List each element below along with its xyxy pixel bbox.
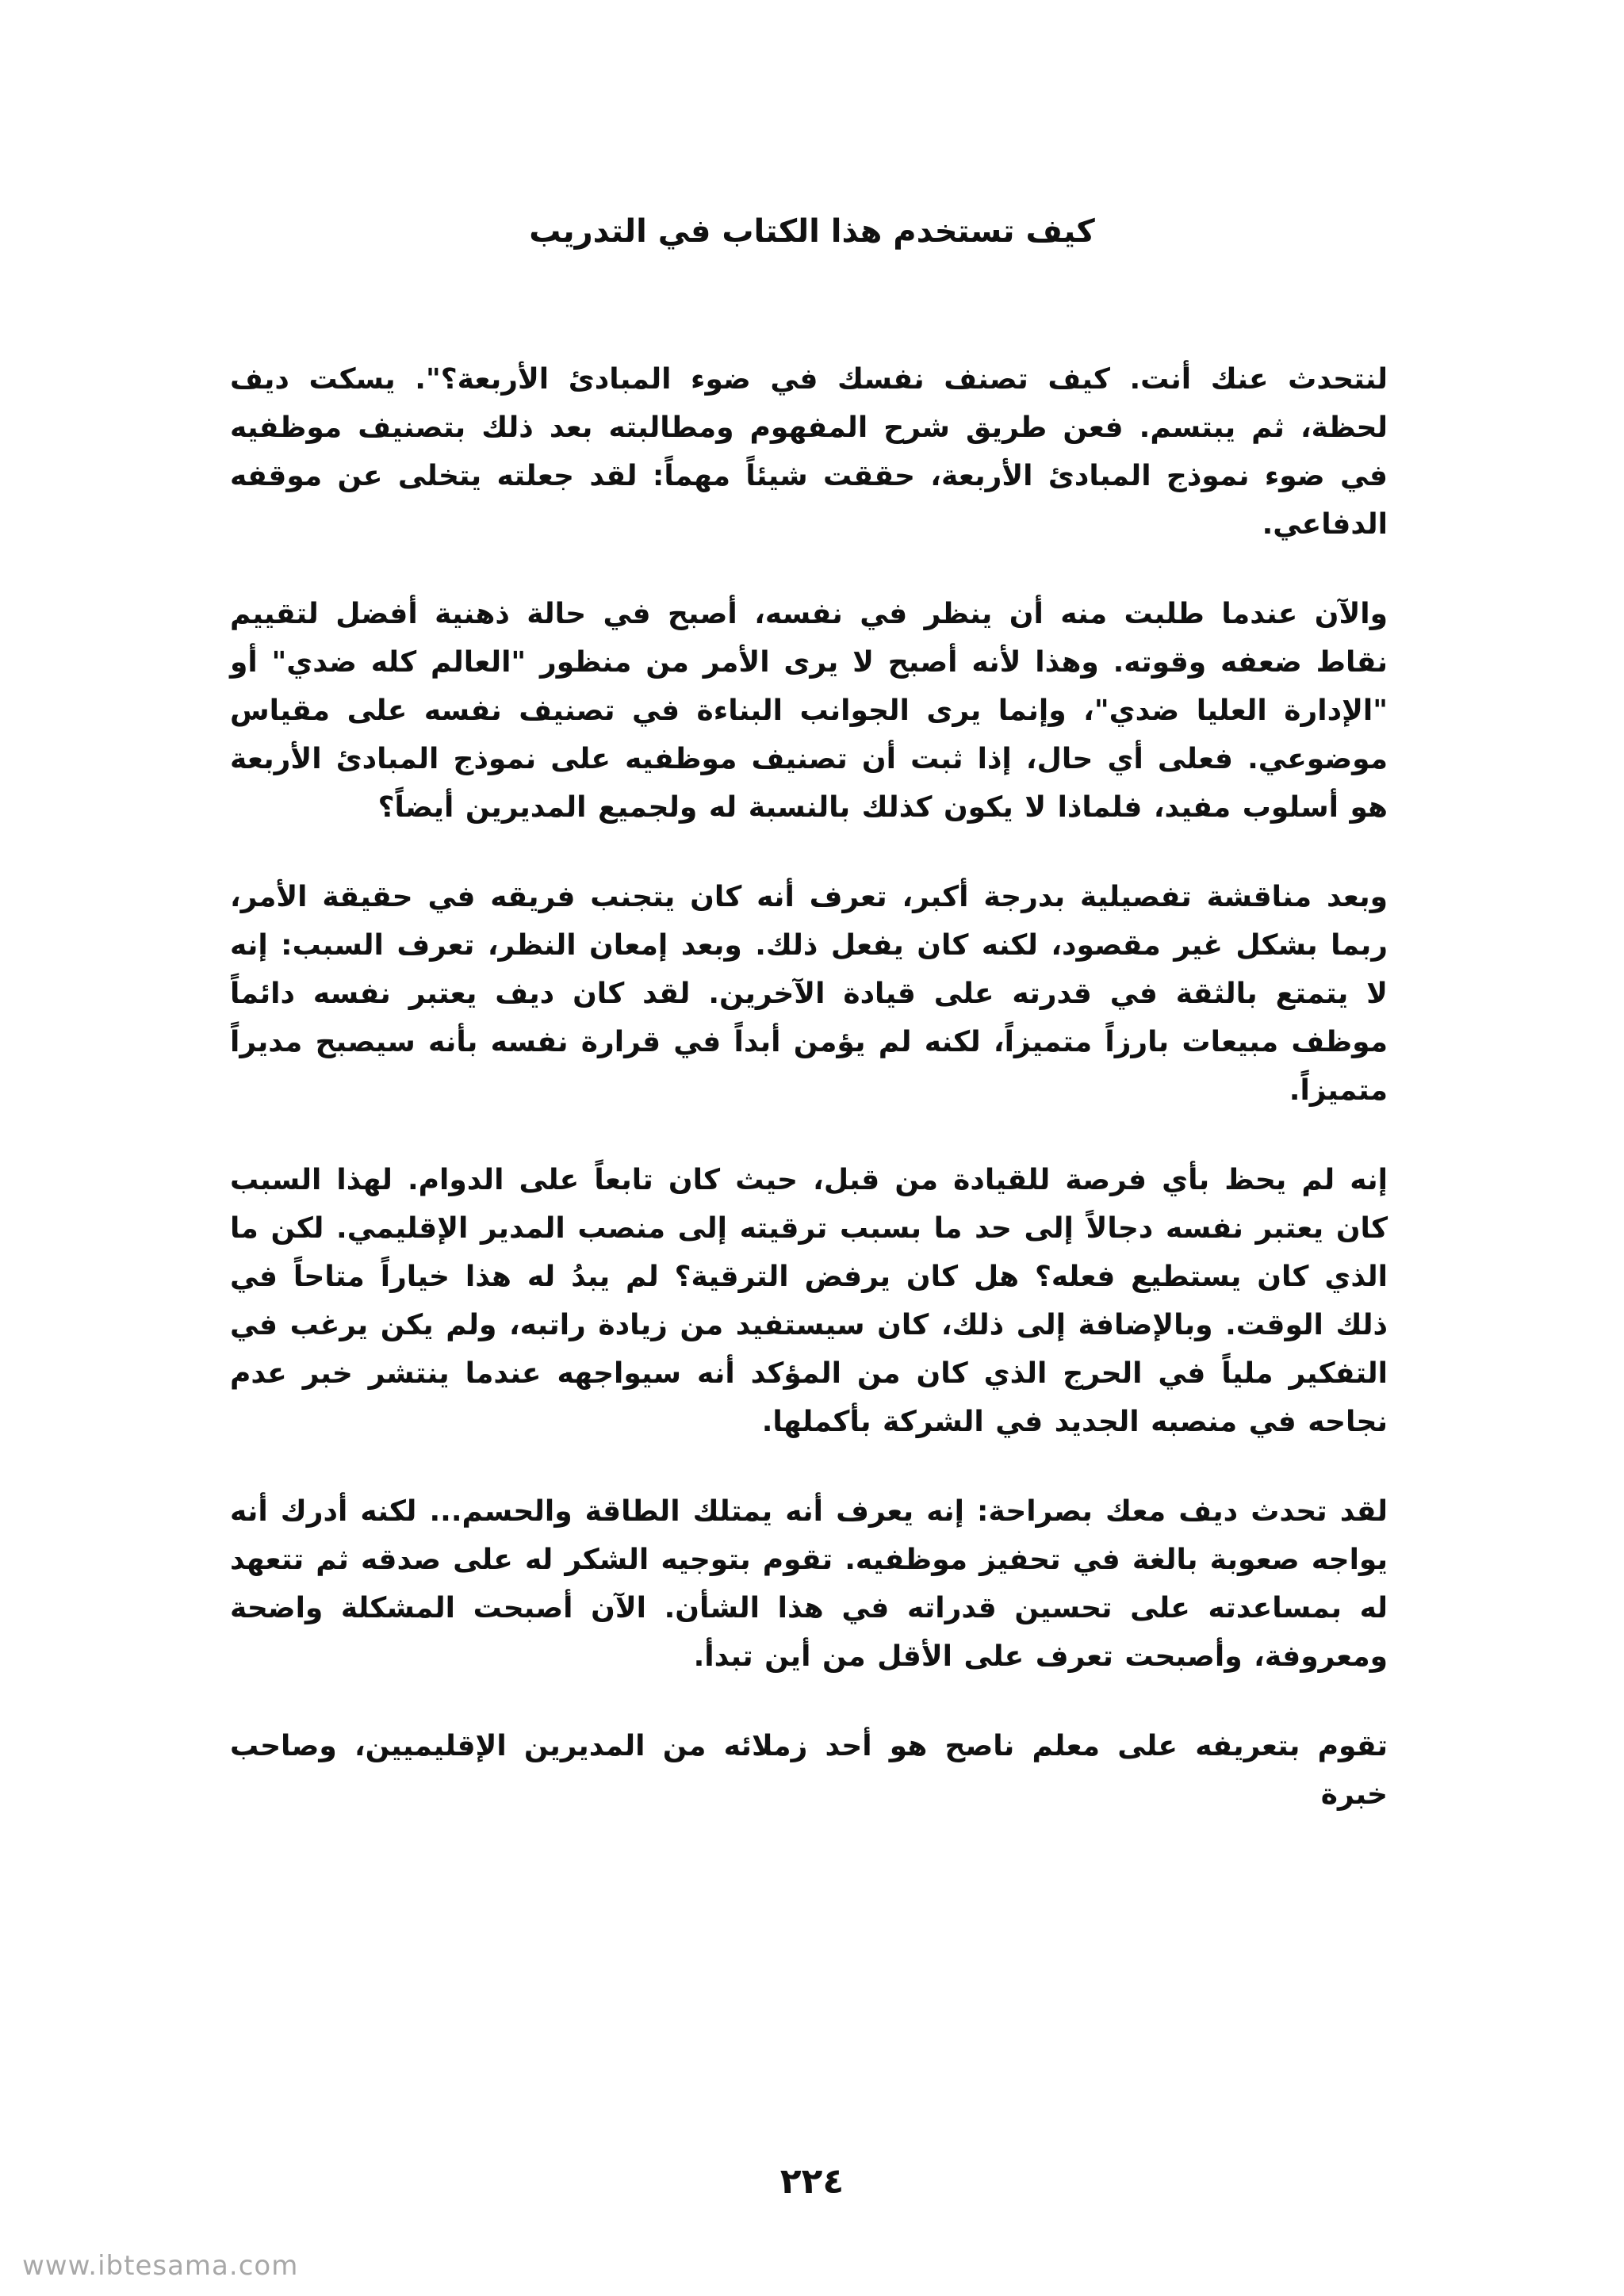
paragraph: والآن عندما طلبت منه أن ينظر في نفسه، أصبح في حالة ذهنية أفضل لتقييم نقاط ضعفه وقوته. وهذا لأنه أصبح لا يرى الأمر من منظور "العالم كله ضدي" أو "الإدارة العليا ضدي"، وإنما يرى الجوانب البناءة في تصنيف نفسه على مقياس موضوعي. فعلى أي حال، إذا ثبت أن تصنيف موظفيه على نموذج المبادئ الأربعة هو أسلوب مفيد، فلماذا لا يكون كذلك بالنسبة له ولجميع المديرين أيضاً؟ xyxy=(230,598,1388,824)
paragraph: لنتحدث عنك أنت. كيف تصنف نفسك في ضوء المبادئ الأربعة؟". يسكت ديف لحظة، ثم يبتسم. فعن طريق شرح المفهوم ومطالبته بعد ذلك بتصنيف موظفيه في ضوء نموذج المبادئ الأربعة، حققت شيئاً مهماً: لقد جعلته يتخلى عن موقفه الدفاعي. xyxy=(230,363,1388,541)
running-header-title: كيف تستخدم هذا الكتاب في التدريب xyxy=(529,213,1095,250)
paragraph: إنه لم يحظ بأي فرصة للقيادة من قبل، حيث كان تابعاً على الدوام. لهذا السبب كان يعتبر نفسه دجالاً إلى حد ما بسبب ترقيته إلى منصب المدير الإقليمي. لكن ما الذي كان يستطيع فعله؟ هل كان يرفض الترقية؟ لم يبدُ له هذا خياراً متاحاً في ذلك الوقت. وبالإضافة إلى ذلك، كان سيستفيد من زيادة راتبه، ولم يكن يرغب في التفكير ملياً في الحرج الذي كان من المؤكد أنه سيواجهه عندما ينتشر خبر عدم نجاحه في منصبه الجديد في الشركة بأكملها. xyxy=(230,1164,1388,1438)
paragraph: وبعد مناقشة تفصيلية بدرجة أكبر، تعرف أنه كان يتجنب فريقه في حقيقة الأمر، ربما بشكل غير مقصود، لكنه كان يفعل ذلك. وبعد إمعان النظر، تعرف السبب: إنه لا يتمتع بالثقة في قدرته على قيادة الآخرين. لقد كان ديف يعتبر نفسه دائماً موظف مبيعات بارزاً متميزاً، لكنه لم يؤمن أبداً في قرارة نفسه بأنه سيصبح مديراً متميزاً. xyxy=(230,881,1388,1107)
paragraph: تقوم بتعريفه على معلم ناصح هو أحد زملائه من المديرين الإقليميين، وصاحب خبرة xyxy=(230,1730,1388,1811)
body-text xyxy=(230,355,1388,1819)
watermark-url: www.ibtesama.com xyxy=(22,2250,299,2282)
page-number: ٢٢٤ xyxy=(779,2161,845,2202)
paragraph: لقد تحدث ديف معك بصراحة: إنه يعرف أنه يمتلك الطاقة والحسم... لكنه أدرك أنه يواجه صعوبة بالغة في تحفيز موظفيه. تقوم بتوجيه الشكر له على صدقه ثم تتعهد له بمساعدته على تحسين قدراته في هذا الشأن. الآن أصبحت المشكلة واضحة ومعروفة، وأصبحت تعرف على الأقل من أين تبدأ. xyxy=(230,1495,1388,1673)
